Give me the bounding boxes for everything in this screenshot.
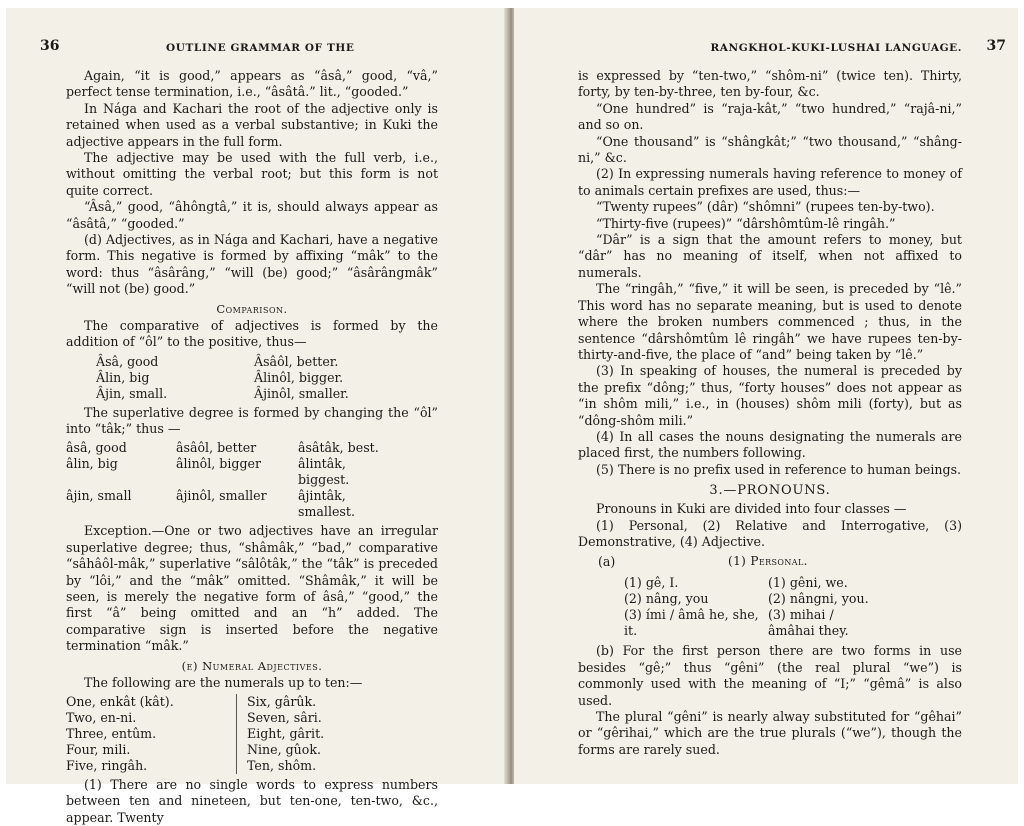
personal-pronoun-table xyxy=(624,575,884,639)
paragraph: (d) Adjectives, as in Nága and Kachari, have a negative form. This negative is formed by affixing “mâk” to the word: thus “âsârâng,” “will (be) good;” “âsârângmâk” “will not (be) good.” xyxy=(66,232,438,297)
table-row xyxy=(66,758,366,774)
page-number: 37 xyxy=(986,38,1006,54)
table-cell: âjinôl, smaller xyxy=(176,488,267,504)
table-row xyxy=(624,591,884,607)
paragraph: The superlative degree is formed by changing the “ôl” into “tâk;” thus — xyxy=(66,404,438,436)
paragraph: (3) In speaking of houses, the numeral is preceded by the prefix “dông;” thus, “forty houses” does not appear as “in shôm mili,” i.e., in (houses) shôm mili (forty), but as “dông-shôm mili.” xyxy=(578,363,962,428)
table-row xyxy=(96,354,386,370)
table-cell: One, enkât (kât). xyxy=(66,694,237,710)
numeral-heading: (e) Numeral Adjectives. xyxy=(181,658,323,673)
table-cell: âjin, small xyxy=(66,488,132,504)
table-cell: (3) mihai / âmâhai they. xyxy=(768,607,849,639)
table-row xyxy=(624,575,884,591)
table-row xyxy=(96,370,386,386)
paragraph: is expressed by “ten-two,” “shôm-ni” (twice ten). Thirty, forty, by ten-by-three, ten by-four, &c. xyxy=(578,68,962,100)
pronouns-heading: 3.—PRONOUNS. xyxy=(709,483,831,499)
table-cell: (1) gêni, we. xyxy=(768,575,848,591)
table-cell: Âjinôl, smaller. xyxy=(254,385,349,401)
paragraph: “Âsâ,” good, “âhôngtâ,” it is, should always appear as “âsâtâ,” “gooded.” xyxy=(66,199,438,231)
table-row xyxy=(66,710,366,726)
table-cell: Âlin, big xyxy=(96,369,150,385)
table-cell: Six, gârûk. xyxy=(247,693,317,709)
comparative-table xyxy=(96,354,386,402)
paragraph: Pronouns in Kuki are divided into four classes — xyxy=(596,501,907,517)
running-header xyxy=(40,38,438,62)
table-cell: Nine, gûok. xyxy=(247,741,322,757)
table-cell: âlin, big xyxy=(66,456,118,472)
superlative-table xyxy=(66,440,406,520)
paragraph: Exception.—One or two adjectives have an irregular superlative degree; thus, “shâmâk,” “bad,” comparative “sâhâôl-mâk,” superlative “sâlôtâk,” the “tâk” is preceded by “lôi,” and the “mâk” omitted. “Shâmâk,” it will be seen, is merely the negative form of âsâ,” “good,” the first “â” being omitted and an “h” added. The comparative sign is inserted before the negative termination “mâk.” xyxy=(66,523,438,654)
table-cell: Three, entûm. xyxy=(66,726,237,742)
paragraph: The “ringâh,” “five,” it will be seen, is preceded by “lê.” This word has no separate meaning, but is used to denote where the broken numbers commenced ; thus, in the sentence “dârshômtûm lê ringâh” we have rupees ten-by-thirty-and-five, the place of “and” being taken by “lê.” xyxy=(578,281,962,362)
table-cell: Âsâôl, better. xyxy=(254,353,339,369)
paragraph: Again, “it is good,” appears as “âsâ,” good, “vâ,” perfect tense termination, i.e., “âsâtâ.” lit., “gooded.” xyxy=(66,68,438,100)
page-number: 36 xyxy=(40,38,60,54)
paragraph: “One thousand” is “shângkât;” “two thousand,” “shâng-ni,” &c. xyxy=(578,133,962,166)
paragraph: The following are the numerals up to ten:— xyxy=(84,674,363,690)
running-header xyxy=(578,38,1006,62)
table-cell: (2) nâng, you xyxy=(624,591,709,607)
right-page xyxy=(514,8,1018,784)
table-row xyxy=(66,456,406,488)
table-cell: Seven, sâri. xyxy=(247,709,322,725)
table-cell: Ten, shôm. xyxy=(247,757,317,773)
table-cell: âsâ, good xyxy=(66,440,127,456)
table-cell: (1) gê, I. xyxy=(624,575,679,591)
table-row xyxy=(96,386,386,402)
table-row xyxy=(624,607,884,639)
table-cell: Two, en-ni. xyxy=(66,710,237,726)
running-title: RANGKHOL-KUKI-LUSHAI LANGUAGE. xyxy=(710,42,962,54)
left-page xyxy=(6,8,508,825)
table-row xyxy=(66,742,366,758)
table-row xyxy=(66,440,406,456)
comparison-heading: Comparison. xyxy=(216,301,288,316)
personal-heading-row xyxy=(578,554,962,572)
paragraph: The comparative of adjectives is formed by the addition of “ôl” to the positive, thus— xyxy=(66,317,438,350)
paragraph: “Twenty rupees” (dâr) “shômni” (rupees ten-by-two). xyxy=(596,199,935,215)
book-spread xyxy=(6,8,1018,825)
table-cell: (3) ími / âmâ he, she, it. xyxy=(624,607,759,639)
table-cell: âjintâk, smallest. xyxy=(298,488,355,520)
paragraph: (b) For the first person there are two forms in use besides “gê;” thus “gêni” (the real plural “we”) is commonly used with the meaning of “I;” “gêmâ” is also used. xyxy=(578,643,962,708)
table-row xyxy=(66,726,366,742)
table-cell: âlinôl, bigger xyxy=(176,456,261,472)
table-cell: Four, mili. xyxy=(66,742,237,758)
table-row xyxy=(66,488,406,520)
table-cell: Eight, gârit. xyxy=(247,725,325,741)
section-label: (a) xyxy=(598,554,616,570)
paragraph: (4) In all cases the nouns designating the numerals are placed first, the numbers following. xyxy=(578,428,962,461)
table-cell: âsâtâk, best. xyxy=(298,440,379,456)
table-cell: Âjin, small. xyxy=(96,385,168,401)
table-cell: Five, ringâh. xyxy=(66,758,237,774)
paragraph: (2) In expressing numerals having reference to money of to animals certain prefixes are used, thus:— xyxy=(578,166,962,198)
table-cell: Âlinôl, bigger. xyxy=(254,369,344,385)
numerals-table xyxy=(66,694,366,774)
paragraph: “Dâr” is a sign that the amount refers to money, but “dâr” has no meaning of itself, when not affixed to numerals. xyxy=(578,232,962,280)
table-cell: âlintâk, biggest. xyxy=(298,456,350,488)
paragraph: (1) Personal, (2) Relative and Interrogative, (3) Demonstrative, (4) Adjective. xyxy=(578,517,962,549)
paragraph: The plural “gêni” is nearly alway substituted for “gêhai” or “gêrihai,” which are the true plurals (“we”), though the forms are rarely sued. xyxy=(578,709,962,757)
paragraph: “Thirty-five (rupees)” “dârshômtûm-lê ringâh.” xyxy=(596,215,896,231)
table-cell: Âsâ, good xyxy=(96,353,159,369)
paragraph: (5) There is no prefix used in reference to human beings. xyxy=(596,461,962,477)
table-cell: âsâôl, better xyxy=(176,440,257,456)
paragraph: In Nága and Kachari the root of the adjective only is retained when used as a verbal substantive; in Kuki the adjective appears in the full form. xyxy=(66,100,438,149)
paragraph: The adjective may be used with the full verb, i.e., without omitting the verbal root; but this form is not quite correct. xyxy=(66,150,438,198)
table-cell: (2) nângni, you. xyxy=(768,591,869,607)
table-row xyxy=(66,694,366,710)
paragraph: (1) There are no single words to express numbers between ten and nineteen, but ten-one, ten-two, &c., appear. Twenty xyxy=(66,776,438,825)
running-title: OUTLINE GRAMMAR OF THE xyxy=(166,42,355,54)
personal-heading: (1) Personal. xyxy=(728,554,808,569)
paragraph: “One hundred” is “raja-kât,” “two hundred,” “rajâ-ni,” and so on. xyxy=(578,100,962,133)
